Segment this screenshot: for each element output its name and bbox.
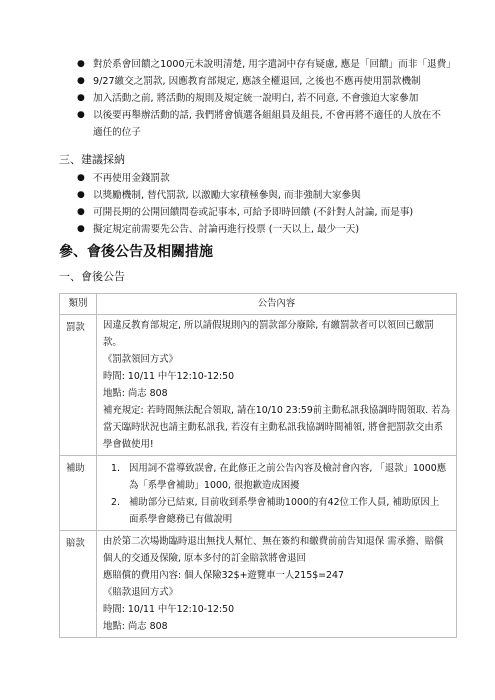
bullet-icon: ● [77, 173, 85, 183]
bullet-icon: ● [77, 110, 85, 120]
bullet-icon: ● [77, 190, 85, 200]
table-row [60, 315, 457, 456]
list-item: ● 可開長期的公開回饋問卷或記事本, 可給予即時回饋 (不針對人討論, 而是事) [77, 204, 477, 221]
row-category: 賠款 [60, 531, 97, 638]
list-item: ● 以獎勵機制, 替代罰款, 以激勵大家積極參與, 而非強制大家參與 [77, 187, 477, 204]
list-item: ● 以後要再舉辦活動的話, 我們將會慎選各組組員及組長, 不會再將不適任的人放在不 [77, 107, 477, 124]
top-bullet-list [77, 56, 477, 141]
list-item: ● 擬定規定前需要先公告、討論再進行投票 (一天以上, 最少一天) [77, 221, 477, 238]
list-item: ● 不再使用金錢罰款 [77, 170, 477, 187]
table-row [60, 531, 457, 638]
column-header-category: 類別 [60, 294, 97, 315]
row-content: 由於第二次場勘臨時退出無找人幫忙、無在簽約和繳費前前告知退保 需承擔、賠償 個人的交通及保險, 原本多付的訂金賠款將會退回 應賠償的費用內容: 個人保險32$+遊覽車一人215$=247 《賠款退回方式》 時間: 10/11 中午12:10-12:50 地點: 尚志 808 [97, 531, 457, 638]
list-item: ● 對於系會回饋之1000元未說明清楚, 用字遣詞中存有疑慮, 應是「回饋」而非「退費」 [77, 56, 477, 73]
row-content: 因違反教育部規定, 所以請假規則內的罰款部分廢除, 有繳罰款者可以領回已繳罰 款。 《罰款領回方式》 時間: 10/11 中午12:10-12:50 地點: 尚志 808 補充規定: 若時間無法配合領取, 請在10/10 23:59前主動私訊我協調時間領取. 若為 當天臨時狀況也請主動私訊我, 若沒有主動私訊我協調時間補領, 將會把罰款交由系 學會做使用! [97, 315, 457, 456]
section-title: 參、會後公告及相關措施 [59, 244, 213, 260]
bullet-icon: ● [77, 76, 85, 86]
list-item: ● 9/27繳交之罰款, 因應教育部規定, 應該全權退回, 之後也不應再使用罰款機制 [77, 73, 477, 90]
bullet-icon: ● [77, 93, 85, 103]
subsection-heading: 一、會後公告 [59, 270, 125, 283]
row-category: 罰款 [60, 315, 97, 456]
column-header-content: 公告內容 [97, 294, 457, 315]
section-three-heading: 三、建議採納 [59, 153, 125, 166]
numbered-list [103, 460, 450, 528]
row-content [97, 456, 457, 531]
table-header-row [60, 294, 457, 315]
list-item: 1. 因用詞不當導致誤會, 在此修正之前公告內容及檢討會內容, 「退款」1000應 為「系學會補助」1000, 很抱歉造成困擾 [111, 463, 447, 491]
list-item-continuation: 適任的位子 [93, 127, 141, 138]
announcement-table [59, 293, 457, 638]
bullet-icon: ● [77, 59, 85, 69]
list-item: ● 加入活動之前, 將活動的規則及規定統一說明白, 若不同意, 不會強迫大家參加 [77, 90, 477, 107]
bullet-icon: ● [77, 224, 85, 234]
bullet-icon: ● [77, 207, 85, 217]
suggestion-bullet-list [77, 170, 477, 238]
list-item: 2. 補助部分已結束, 目前收到系學會補助1000的有42位工作人員, 補助原因上 面系學會總務已有做說明 [111, 497, 440, 525]
table-row [60, 456, 457, 531]
row-category: 補助 [60, 456, 97, 531]
